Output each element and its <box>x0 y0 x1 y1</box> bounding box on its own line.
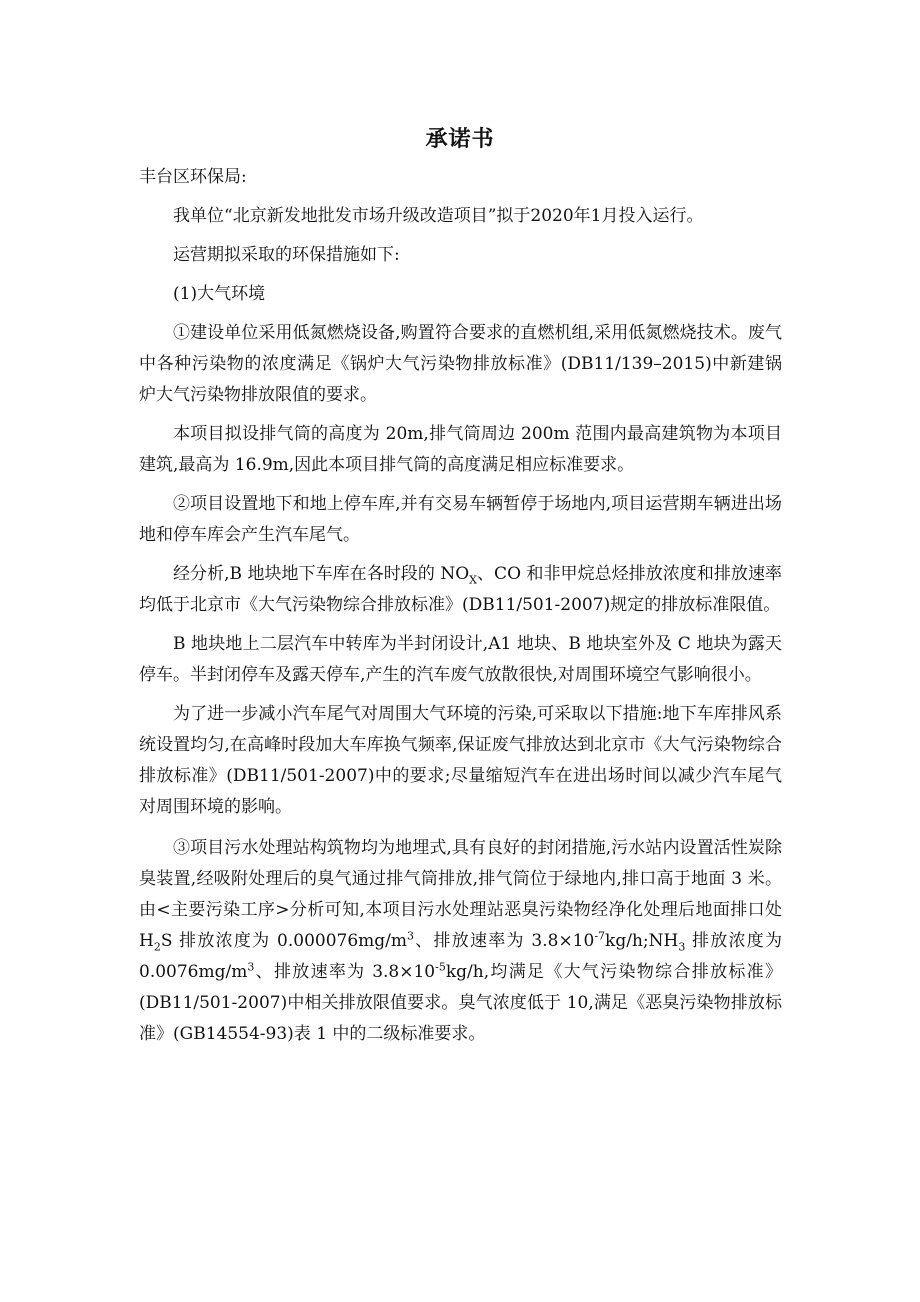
addressee: 丰台区环保局: <box>139 167 247 187</box>
text-run: 经分析,B 地块地下车库在各时段的 NO <box>173 564 470 584</box>
text-run: kg/h;NH <box>605 931 679 951</box>
subscript: 2 <box>153 940 161 954</box>
text-run: ③项目污水处理站构筑物均为地埋式,具有良好的封闭措施,污水站内设置活性炭除臭装置,经吸附处理后的臭气通过排气筒排放,排气筒位于绿地内,排口高于地面 3 米。由<主要污染工序>分析可知,本项目污水处理站恶臭污染物经净化处理后地面排口处 H <box>139 838 782 951</box>
paragraph-operation-date: 我单位“北京新发地批发市场升级改造项目”拟于2020年1月投入运行。 <box>173 206 704 226</box>
paragraph-measures-intro: 运营期拟采取的环保措施如下: <box>173 245 400 265</box>
text-run: kg/h,均满足《大气污染物综合排放标准》(DB11/501-2007)中相关排放限值要求。臭气浓度低于 10,满足《恶臭污染物排放标准》(GB14554-93)表 1 中的二级标准要求。 <box>139 962 782 1044</box>
paragraph-mitigation: 为了进一步减小汽车尾气对周围大气环境的污染,可采取以下措施:地下车库排风系统设置均匀,在高峰时段加大车库换气频率,保证废气排放达到北京市《大气污染物综合排放标准》(DB11/501-2007)中的要求;尽量缩短汽车在进出场时间以减少汽车尾气对周围环境的影响。 <box>139 704 782 817</box>
section-heading-air: (1)大气环境 <box>173 284 266 304</box>
paragraph-exhaust-stack: 本项目拟设排气筒的高度为 20m,排气筒周边 200m 范围内最高建筑物为本项目建筑,最高为 16.9m,因此本项目排气筒的高度满足相应标准要求。 <box>139 424 782 475</box>
document-body <box>139 162 782 1058</box>
subscript: 3 <box>678 940 686 954</box>
text-run: 、排放速率为 3.8×10 <box>414 931 595 951</box>
superscript: 3 <box>247 960 255 974</box>
superscript: -5 <box>435 960 446 974</box>
paragraph-parking: ②项目设置地下和地上停车库,并有交易车辆暂停于场地内,项目运营期车辆进出场地和停车库会产生汽车尾气。 <box>139 494 782 545</box>
paragraph-wastewater-odor <box>139 833 782 1050</box>
text-run: 排放浓度为 0.0076mg/m <box>139 931 782 982</box>
paragraph-low-nox-boiler: ①建设单位采用低氮燃烧设备,购置符合要求的直燃机组,采用低氮燃烧技术。废气中各种污染物的浓度满足《锅炉大气污染物排放标准》(DB11/139–2015)中新建锅炉大气污染物排放限值的要求。 <box>139 323 782 405</box>
superscript: -7 <box>594 929 606 943</box>
text-run: S 排放浓度为 0.000076mg/m <box>160 931 407 951</box>
paragraph-semi-enclosed-parking: B 地块地上二层汽车中转库为半封闭设计,A1 地块、B 地块室外及 C 地块为露天停车。半封闭停车及露天停车,产生的汽车废气放散很快,对周围环境空气影响很小。 <box>139 634 782 685</box>
subscript: X <box>469 573 477 587</box>
text-run: 、CO 和非甲烷总烃排放浓度和排放速率均低于北京市《大气污染物综合排放标准》(DB11/501-2007)规定的排放标准限值。 <box>139 564 782 615</box>
paragraph-nox-analysis <box>139 559 782 621</box>
text-run: 、排放速率为 3.8×10 <box>254 962 436 982</box>
document-title: 承诺书 <box>425 126 495 152</box>
superscript: 3 <box>407 929 414 943</box>
